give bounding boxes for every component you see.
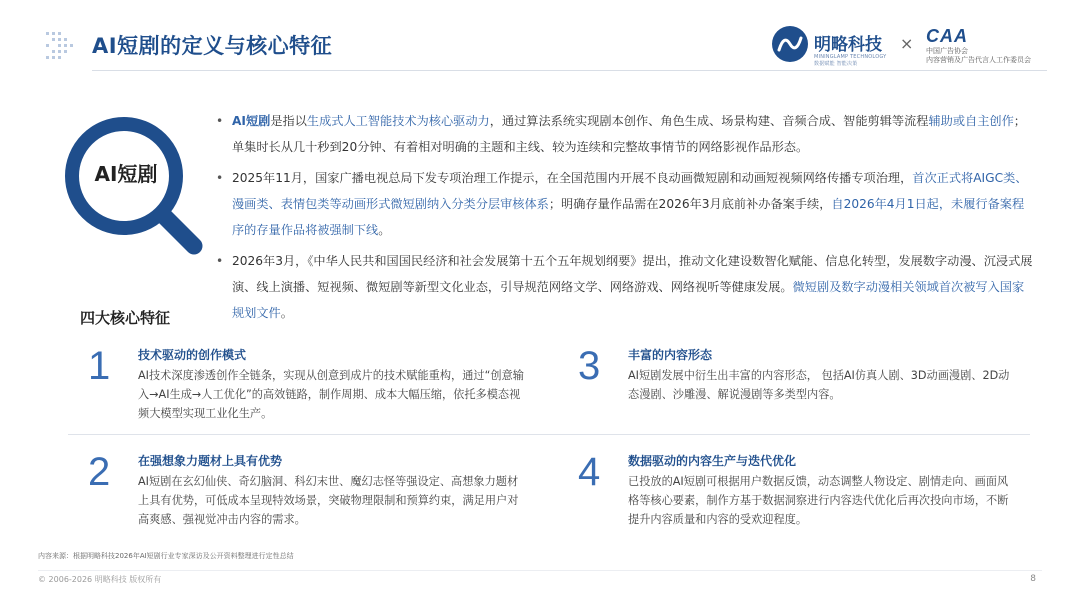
- partner-mark: CAA: [926, 26, 968, 46]
- title-divider: [92, 70, 1047, 71]
- source-note: 内容来源：根据明略科技2026年AI短剧行业专家深访及公开资料整理进行定性总结: [38, 552, 294, 560]
- highlight-text: 生成式人工智能技术为核心驱动力: [306, 114, 490, 128]
- logo-tagline: MININGLAMP TECHNOLOGY 数据赋能 智能决策: [814, 54, 887, 67]
- bullet-text: 2025年11月，国家广播电视总局下发专项治理工作提示，在全国范围内开展不良动画微短剧和动画短视频网络传播专项治理，: [232, 171, 913, 185]
- feature-description: AI短剧在玄幻仙侠、奇幻脑洞、科幻末世、魔幻志怪等强设定、高想象力题材上具有优势，可低成本呈现特效场景，突破物理限制和预算约束，满足用户对高爽感、强视觉冲击内容的需求。: [138, 475, 519, 526]
- feature-title: 技术驱动的创作模式: [138, 348, 247, 362]
- footer-divider: [38, 570, 1042, 571]
- bullet-text: ；单集时长从几十秒到20分钟、有着相对明确的主题和主线、较为连续和完整故事情节的网络影视作品形态。: [232, 114, 1026, 154]
- feature-number: 3: [578, 344, 601, 388]
- feature-title: 数据驱动的内容生产与迭代优化: [628, 454, 797, 468]
- bullet-text: ；明确存量作品需在2026年3月底前补办备案手续，: [548, 197, 832, 211]
- partner-logo: [926, 26, 1056, 70]
- bullet-text: 。: [280, 306, 293, 320]
- partner-committee: 内容营销及广告代言人工作委员会: [926, 56, 1031, 64]
- highlight-text: 首次正式将AIGC类、漫画类、表情包类等动画形式微短剧纳入分类分层审核体系: [232, 171, 1028, 211]
- logo-name: 明略科技: [814, 35, 882, 55]
- bullet-policy-plan: [216, 248, 1036, 326]
- definition-bullets: [216, 108, 1036, 331]
- feature-number: 2: [88, 450, 111, 494]
- times-sign: ×: [900, 34, 914, 53]
- feature-description: AI技术深度渗透创作全链条，实现从创意到成片的技术赋能重构，通过“创意输入→AI生成→人工优化”的高效链路，制作周期、成本大幅压缩，依托多模态视频大模型实现工业化生产。: [138, 369, 524, 420]
- feature-row-divider: [68, 434, 1030, 435]
- feature-description: AI短剧发展中衍生出丰富的内容形态， 包括AI仿真人剧、3D动画漫剧、2D动态漫剧、沙雕漫、解说漫剧等多类型内容。: [628, 369, 1010, 401]
- bullet-definition: [216, 108, 1036, 160]
- bullet-text: 。: [378, 223, 391, 237]
- bullet-text: 2026年3月，《中华人民共和国国民经济和社会发展第十五个五年规划纲要》提出，推动文化建设数智化赋能、信息化转型，发展数字动漫、沉浸式展演、线上演播、短视频、微短剧等新型文化业态，引导规范网络文学、网络游戏、网络视听等健康发展。: [232, 254, 1033, 294]
- highlight-text: 辅助或自主创作: [928, 114, 1014, 128]
- feature-card: [578, 344, 1010, 424]
- bullet-text: ，通过算法系统实现剧本创作、角色生成、场景构建、音频合成、智能剪辑等流程: [489, 114, 929, 128]
- feature-number: 4: [578, 450, 601, 494]
- page-number: 8: [1030, 574, 1036, 584]
- bullet-marker: •: [216, 114, 224, 128]
- feature-card: [88, 450, 519, 530]
- decorative-dot-grid-icon: [44, 28, 80, 64]
- bullet-regulation: [216, 165, 1036, 243]
- bullet-text: 是指以: [270, 114, 307, 128]
- highlight-text: 微短剧及数字动漫相关领域首次被写入国家规划文件: [232, 280, 1025, 320]
- feature-card: [88, 344, 524, 424]
- magnifier-label: AI短剧: [94, 162, 158, 186]
- page-title: AI短剧的定义与核心特征: [92, 34, 333, 58]
- partner-name: 中国广告协会: [926, 47, 968, 55]
- bullet-marker: •: [216, 171, 224, 185]
- company-logo: [770, 24, 890, 68]
- logo-mark-icon: [770, 24, 810, 64]
- section-heading: 四大核心特征: [80, 309, 171, 327]
- bullet-marker: •: [216, 254, 224, 268]
- feature-card: [578, 450, 1009, 530]
- feature-title: 丰富的内容形态: [628, 348, 713, 362]
- term-ai-drama: AI短剧: [232, 114, 271, 128]
- highlight-text: 自2026年4月1日起，未履行备案程序的存量作品将被强制下线: [232, 197, 1025, 237]
- feature-description: 已投放的AI短剧可根据用户数据反馈，动态调整人物设定、剧情走向、画面风格等核心要素，制作方基于数据洞察进行内容迭代优化后再次投向市场，不断提升内容质量和内容的受欢迎程度。: [628, 475, 1009, 526]
- copyright: © 2006-2026 明略科技 版权所有: [38, 575, 162, 584]
- feature-title: 在强想象力题材上具有优势: [138, 454, 283, 468]
- feature-number: 1: [88, 344, 111, 388]
